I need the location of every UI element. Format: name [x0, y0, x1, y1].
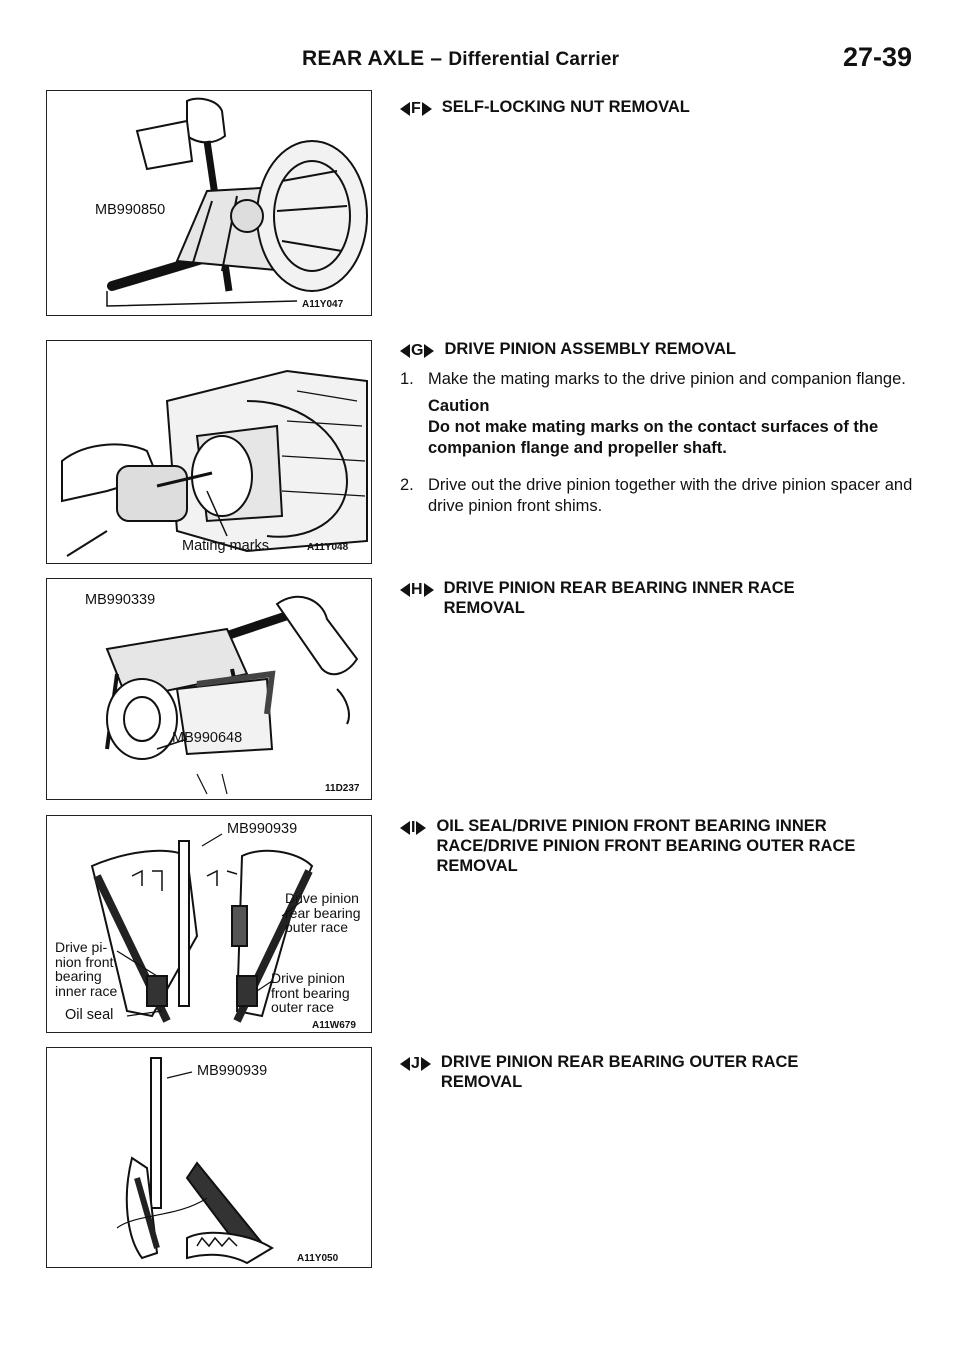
- triangle-right-icon: [421, 1057, 431, 1071]
- section-h-letter: H: [411, 581, 423, 598]
- section-i-marker: [400, 818, 426, 838]
- figure-4-label-rear-bearing-outer-race: Drive pinion rear bearing outer race: [285, 890, 361, 936]
- section-j-letter: J: [411, 1055, 420, 1072]
- figure-2-illustration: [47, 341, 372, 564]
- triangle-left-icon: [400, 583, 410, 597]
- step-item: [400, 475, 920, 517]
- figure-3-illustration: [47, 579, 372, 800]
- header-subtitle: Differential Carrier: [448, 49, 620, 70]
- section-g-letter: G: [411, 342, 424, 359]
- triangle-right-icon: [416, 821, 426, 835]
- figure-oil-seal-front-bearing-removal: [46, 815, 372, 1033]
- figure-2-code: A11Y048: [307, 542, 349, 553]
- figure-5-illustration: [47, 1048, 372, 1268]
- section-j-title: DRIVE PINION REAR BEARING OUTER RACE REMOVAL: [440, 1053, 799, 1091]
- figure-drive-pinion-assembly-removal: [46, 340, 372, 564]
- triangle-right-icon: [424, 583, 434, 597]
- figure-4-label-mb990939: MB990939: [227, 821, 298, 837]
- section-oil-seal-front-bearing-removal: [400, 816, 920, 876]
- figure-1-label-mb990850: MB990850: [95, 202, 166, 218]
- section-i-letter: I: [411, 819, 416, 836]
- section-i-title: OIL SEAL/DRIVE PINION FRONT BEARING INNER RACE/DRIVE PINION FRONT BEARING OUTER RACE REMOVAL: [436, 817, 856, 875]
- step-number: 2.: [400, 476, 414, 494]
- step-body: [428, 369, 920, 465]
- figure-5-code: A11Y050: [297, 1253, 339, 1264]
- section-i-heading: [400, 816, 920, 876]
- section-f-title: SELF-LOCKING NUT REMOVAL: [441, 98, 690, 116]
- section-f-heading: [400, 97, 920, 119]
- figure-4-label-front-bearing-inner-race: Drive pi- nion front bearing inner race: [55, 939, 118, 1000]
- figure-1-code: A11Y047: [302, 299, 344, 310]
- step-text: Drive out the drive pinion together with the drive pinion spacer and drive pinion front shims.: [428, 476, 913, 515]
- section-g-title: DRIVE PINION ASSEMBLY REMOVAL: [444, 340, 736, 358]
- section-j-marker: [400, 1054, 431, 1074]
- section-f-letter: F: [411, 100, 421, 117]
- figure-4-label-front-bearing-outer-race: Drive pinion front bearing outer race: [271, 970, 350, 1016]
- section-g-steps: [400, 369, 920, 517]
- section-rear-bearing-inner-race-removal: [400, 578, 920, 618]
- figure-4-code: A11W679: [312, 1020, 356, 1031]
- figure-3-label-mb990339: MB990339: [85, 592, 156, 608]
- page-number: 27-39: [842, 42, 912, 72]
- caution-block: [428, 396, 920, 459]
- figure-3-code: 11D237: [325, 783, 360, 794]
- triangle-left-icon: [400, 1057, 410, 1071]
- section-h-title: DRIVE PINION REAR BEARING INNER RACE REMOVAL: [443, 579, 795, 617]
- figure-self-locking-nut-removal: [46, 90, 372, 316]
- step-text: Make the mating marks to the drive pinion and companion flange.: [428, 370, 906, 388]
- caution-text: Do not make mating marks on the contact surfaces of the companion flange and propeller shaft.: [428, 418, 879, 457]
- section-rear-bearing-outer-race-removal: [400, 1052, 920, 1092]
- section-f-marker: [400, 99, 432, 119]
- page-header-title: [302, 47, 619, 71]
- figure-5-label-mb990939: MB990939: [197, 1063, 268, 1079]
- step-item: [400, 369, 920, 465]
- header-separator: –: [430, 47, 443, 70]
- caution-title: Caution: [428, 397, 490, 415]
- section-h-marker: [400, 580, 434, 600]
- section-self-locking-nut-removal: [400, 97, 920, 119]
- triangle-right-icon: [422, 102, 432, 116]
- figure-3-label-mb990648: MB990648: [172, 730, 243, 746]
- section-drive-pinion-assembly-removal: [400, 339, 920, 527]
- header-title: REAR AXLE: [302, 47, 425, 70]
- figure-2-label-mating-marks: Mating marks: [182, 538, 270, 554]
- figure-rear-bearing-outer-race-removal: [46, 1047, 372, 1268]
- figure-4-label-oil-seal: Oil seal: [65, 1007, 114, 1023]
- section-j-heading: [400, 1052, 920, 1092]
- section-g-marker: [400, 341, 434, 361]
- triangle-left-icon: [400, 102, 410, 116]
- figure-rear-bearing-inner-race-removal: [46, 578, 372, 800]
- triangle-right-icon: [424, 344, 434, 358]
- section-h-heading: [400, 578, 920, 618]
- step-number: 1.: [400, 370, 414, 388]
- triangle-left-icon: [400, 821, 410, 835]
- triangle-left-icon: [400, 344, 410, 358]
- section-g-heading: [400, 339, 920, 361]
